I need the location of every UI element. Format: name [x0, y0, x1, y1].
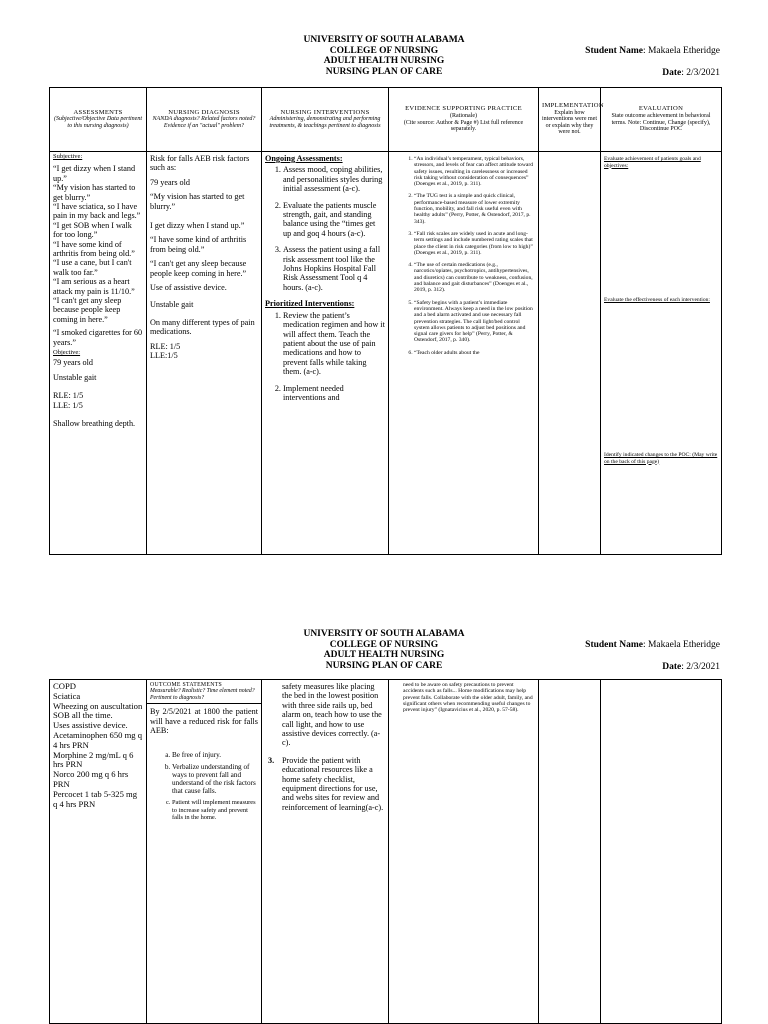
assessments-continued-cell: [50, 680, 147, 1024]
intervention-item: 2. Evaluate the patients muscle strength, gait, and standing balance using the “times get up and goq 4 hours (a-c).: [283, 201, 385, 239]
outcome-statements-header: [147, 680, 261, 704]
diagnosis-column-header: NURSING DIAGNOSIS NANDA diagnosis? Related factors noted? Evidence if an "actual" problem?: [147, 88, 262, 152]
intervention-item: 3. Assess the patient using a fall risk assessment tool like the Johns Hopkins Hospital Fall Risk Assessment Tool q 4 hours. (a-c).: [283, 245, 385, 292]
objective-item: Shallow breathing depth.: [53, 418, 136, 428]
outcome-statements-subtitle: Measurable? Realistic? Time element noted? Pertinent to diagnosis?: [150, 688, 255, 701]
care-plan-body-row: [50, 152, 722, 555]
diagnosis-intro: Risk for falls AEB risk factors such as:: [150, 154, 250, 173]
evidence-item: 2. “The TUG test is a simple and quick clinical, performance-based measure of lower extremity function, mobility, and fall risk useful even with healthy adults” (Perry, Potter, & Ostendorf, 2017, p. 343).: [414, 193, 535, 224]
subjective-quote: “I have some kind of arthritis from being old.”: [53, 239, 135, 258]
objective-label: Objective:: [53, 349, 81, 357]
objective-item: LLE: 1/5: [53, 400, 83, 410]
implementation-continued-cell: [539, 680, 601, 1024]
evidence-continued-cell: [389, 680, 539, 1024]
column-header-row: [50, 88, 722, 152]
subjective-label: Subjective:: [53, 153, 83, 160]
risk-factor: RLE: 1/5: [150, 341, 181, 351]
objective-item: Unstable gait: [53, 372, 97, 382]
assessment-item: Wheezing on auscultation: [53, 700, 143, 711]
student-name-value: : Makaela Etheridge: [642, 640, 720, 650]
poc-changes-prompt: Identify indicated changes to the POC: (May write on the back of this page): [604, 452, 718, 465]
outcome-statements-title: OUTCOME STATEMENTS: [150, 682, 223, 688]
risk-factor: “I can't get any sleep because people keep coming in here.”: [150, 259, 247, 278]
assessment-item: COPD: [53, 681, 76, 691]
subjective-quote: “I use a cane, but I can't walk too far.”: [53, 258, 132, 277]
university-name: UNIVERSITY OF SOUTH ALABAMA: [303, 629, 465, 639]
outcome-item: c. Patient will implement measures to increase safety and prevent falls in the home.: [172, 799, 258, 821]
risk-factor: “My vision has started to get blurry.”: [150, 192, 245, 211]
assessment-item: Morphine 2 mg/mL q 6 hrs PRN: [53, 749, 134, 770]
subjective-quote: “I can't get any sleep because people keep coming in here.”: [53, 295, 122, 324]
interventions-column-header: NURSING INTERVENTIONS Administering, demonstrating and performing treatments, & teachings pertinent to diagnosis: [262, 88, 389, 152]
course-name: ADULT HEALTH NURSING: [323, 650, 445, 660]
risk-factor: Unstable gait: [150, 300, 194, 310]
assessments-cell: [50, 152, 147, 555]
prioritized-interventions-list: [265, 311, 385, 403]
date-label: Date: [662, 68, 682, 78]
intervention-item: [268, 755, 385, 812]
evaluate-goals-prompt: Evaluate achievement of patients goals and objectives:: [604, 156, 701, 169]
outcome-statements-cell: [147, 680, 262, 1024]
intervention-number: 3.: [268, 755, 275, 765]
assessment-item: Acetaminophen 650 mg q 4 hrs PRN: [53, 729, 143, 750]
subjective-quote: “I have sciatica, so I have pain in my back and legs.”: [53, 201, 141, 221]
intervention-continued-text: safety measures like placing the bed in the lowest position with three side rails up, bed alarm on, teach how to use the call light, and how to use assistive devices correctly. (a-c).: [282, 682, 382, 748]
subjective-quote: “I am serious as a heart attack my pain is 11/10.”: [53, 277, 135, 296]
evaluation-continued-cell: [601, 680, 722, 1024]
implementation-cell: [539, 152, 601, 555]
assessment-item: Uses assistive device.: [53, 720, 128, 731]
evaluate-interventions-prompt: Evaluate the effectiveness of each intervention:: [604, 297, 710, 303]
date-label: Date: [662, 662, 682, 672]
student-name-value: : Makaela Etheridge: [642, 46, 720, 56]
assessment-item: Percocet 1 tab 5-325 mg q 4 hrs PRN: [53, 788, 138, 809]
date-value: : 2/3/2021: [681, 68, 720, 78]
assessment-item: Sciatica: [53, 690, 81, 701]
course-name: ADULT HEALTH NURSING: [323, 56, 445, 66]
intervention-text: Provide the patient with educational resources like a home safety checklist, equipment directions for use, and webs sites for review and reinforcement of learning(a-c).: [282, 755, 384, 812]
evidence-item: 6. “Teach older adults about the: [414, 350, 535, 356]
college-name: COLLEGE OF NURSING: [329, 639, 439, 650]
risk-factor: On many different types of pain medications.: [150, 317, 255, 337]
student-name-label: Student Name: [585, 640, 643, 650]
subjective-quote: “I smoked cigarettes for 60 years.”: [53, 328, 143, 347]
risk-factor: 79 years old: [150, 177, 191, 187]
page2-title-block: [234, 629, 534, 671]
care-plan-continuation-row: [50, 680, 722, 1024]
outcome-item: b. Verbalize understanding of ways to prevent fall and understand of the risk factors that cause falls.: [172, 763, 258, 795]
evidence-item: 5. “Safety begins with a patient’s immediate environment. Always keep a need in the low position and a bed alarm activated and use necessary fall prevention strategies. The call light/bed control system allows patients to adjust bed positions and signal care givers for help” (Perry, Potter, & Ostendorf, 2017, p. 340).: [414, 300, 535, 344]
interventions-continued-cell: [262, 680, 389, 1024]
risk-factor: I get dizzy when I stand up.”: [150, 221, 245, 231]
outcome-item: a. Be free of injury.: [172, 751, 258, 759]
evidence-item: 3. “Fall risk scales are widely used in acute and long-term settings and include numbered rating scales that place the client in risk categories (from low to high)” (Doenges et al., 2019, p. 311).: [414, 231, 535, 256]
ongoing-assessments-list: [265, 165, 385, 292]
outcome-intro: By 2/5/2021 at 1800 the patient will have a reduced risk for falls AEB:: [150, 707, 258, 736]
outcome-statements-body: [147, 704, 261, 828]
subjective-quote: “My vision has started to get blurry.”: [53, 183, 136, 202]
intervention-item: 2. Implement needed interventions and: [283, 384, 385, 403]
evidence-column-header: EVIDENCE SUPPORTING PRACTICE (Rationale) (Cite source: Author & Page #) List full reference separately.: [389, 88, 539, 152]
prioritized-interventions-heading: Prioritized Interventions:: [265, 299, 355, 309]
assessment-item: SOB all the time.: [53, 710, 113, 721]
college-name: COLLEGE OF NURSING: [329, 45, 439, 56]
diagnosis-cell: [147, 152, 262, 555]
risk-factor: Use of assistive device.: [150, 283, 227, 293]
risk-factor: “I have some kind of arthritis from being old.”: [150, 235, 247, 254]
subjective-quote: “I get dizzy when I stand up.”: [53, 164, 136, 183]
interventions-cell: [262, 152, 389, 555]
page1-title-block: [234, 35, 534, 77]
care-plan-table-page1: [49, 87, 722, 555]
objective-item: RLE: 1/5: [53, 391, 84, 401]
document-title: NURSING PLAN OF CARE: [325, 660, 443, 671]
evidence-list: [392, 156, 535, 356]
outcome-list: [150, 751, 258, 821]
evaluation-column-header: EVALUATION State outcome achievement in behavioral terms. Note: Continue, Change (specify), Discontinue POC: [601, 88, 722, 152]
university-name: UNIVERSITY OF SOUTH ALABAMA: [303, 35, 465, 45]
student-name-label: Student Name: [585, 46, 643, 56]
evidence-item: 1. “An individual’s temperament, typical behaviors, stressors, and levels of fear can affect attitude toward safety issues, resulting in carelessness or increased risk taking without consideration of consequences” (Doenges et al., 2019, p. 311).: [414, 156, 535, 187]
evaluation-cell: [601, 152, 722, 555]
implementation-column-header: IMPLEMENTATION Explain how interventions were met or explain why they were not.: [539, 88, 601, 152]
document-title: NURSING PLAN OF CARE: [325, 66, 443, 77]
intervention-item: 1. Assess mood, coping abilities, and personalities styles during initial assessment (a-c).: [283, 165, 385, 193]
assessment-item: Norco 200 mg q 6 hrs PRN: [53, 769, 129, 789]
student-name-line: [585, 46, 720, 57]
ongoing-assessments-heading: Ongoing Assessments:: [265, 154, 343, 163]
risk-factor: LLE:1/5: [150, 351, 178, 361]
student-name-line: [585, 640, 720, 651]
evidence-cell: [389, 152, 539, 555]
evidence-continued-text: need to be aware on safety precautions to prevent accidents such as falls... Home modifications may help prevent falls. Collaborate with the older adult, family, and significant others when recommending useful changes to prevent injury” (Ignatavicius et al., 2020, p. 57-58).: [403, 682, 533, 714]
date-line: [662, 68, 720, 79]
evidence-item: 4. “The use of certain medications (e.g., narcotics/opiates, psychotropics, antihypertensives, and diuretics) can contribute to weakness, confusion, and balance and gait disturbances” (Doenges et al., 2019, p. 312).: [414, 262, 535, 293]
objective-item: 79 years old: [53, 358, 94, 368]
assessments-column-header: ASSESSMENTS (Subjective/Objective Data pertinent to this nursing diagnosis): [50, 88, 147, 152]
intervention-item: 1. Review the patient’s medication regimen and how it will affect them. Teach the patient about the use of pain medications and how to prevent falls while taking them. (a-c).: [283, 311, 385, 377]
subjective-quote: “I get SOB when I walk for too long.”: [53, 220, 132, 240]
date-value: : 2/3/2021: [681, 662, 720, 672]
care-plan-table-page2: [49, 679, 722, 1024]
date-line: [662, 662, 720, 673]
